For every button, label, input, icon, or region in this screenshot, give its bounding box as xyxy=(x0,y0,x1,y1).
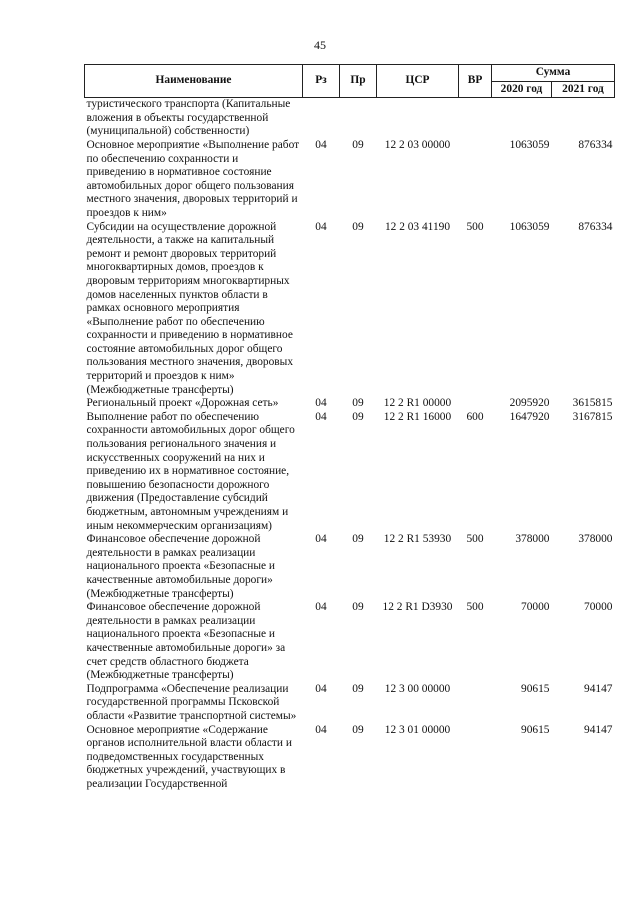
row-vr: 500 xyxy=(466,533,484,546)
row-rz: 04 xyxy=(315,138,327,151)
row-sum-2021: 3167815 xyxy=(572,410,613,423)
header-rz: Рз xyxy=(303,65,340,98)
header-year-2020: 2020 год xyxy=(492,81,552,98)
row-sum-2020: 2095920 xyxy=(509,397,550,410)
table-row xyxy=(85,683,615,724)
row-sum-2020: 378000 xyxy=(515,533,550,546)
header-name: Наименование xyxy=(85,65,303,98)
row-sum-2020: 1063059 xyxy=(509,138,550,151)
row-csr xyxy=(377,98,459,139)
row-vr xyxy=(459,397,492,411)
row-vr xyxy=(459,724,492,792)
table-row xyxy=(85,98,615,139)
row-name: Основное мероприятие «Содержание органов исполнительной власти области и подведомственных государственных бюджетных учреждений, участвующих в реализации Государственной xyxy=(86,723,292,790)
row-rz: 04 xyxy=(315,410,327,423)
row-name: Основное мероприятие «Выполнение работ по обеспечению сохранности и приведению в нормативное состояние автомобильных дорог общего пользования местного значения, дворовых территорий и проездов к ним» xyxy=(86,138,300,219)
header-sum: Сумма xyxy=(492,65,615,82)
row-rz: 04 xyxy=(315,397,327,410)
row-sum-2020: 1063059 xyxy=(509,220,550,233)
table-row xyxy=(85,397,615,411)
row-name: Финансовое обеспечение дорожной деятельности в рамках реализации национального проекта «Безопасные и качественные автомобильные дороги» за счет средств областного бюджета (Межбюджетные трансферты) xyxy=(86,601,286,682)
row-csr: 12 2 R1 16000 xyxy=(383,410,452,423)
row-name: Подпрограмма «Обеспечение реализации государственной программы Псковской области «Развитие транспортной системы» xyxy=(86,682,297,722)
row-pr: 09 xyxy=(352,410,364,423)
row-csr: 12 2 R1 00000 xyxy=(383,397,452,410)
row-pr: 09 xyxy=(352,682,364,695)
row-csr: 12 2 R1 53930 xyxy=(383,533,452,546)
row-rz: 04 xyxy=(315,533,327,546)
row-sum-2020: 90615 xyxy=(521,723,550,736)
header-csr: ЦСР xyxy=(377,65,459,98)
row-vr xyxy=(459,139,492,221)
row-sum-2020 xyxy=(492,98,552,139)
row-csr: 12 3 00 00000 xyxy=(384,682,451,695)
row-csr: 12 2 03 00000 xyxy=(384,138,451,151)
row-csr: 12 2 03 41190 xyxy=(384,220,451,233)
row-rz: 04 xyxy=(315,220,327,233)
table-row xyxy=(85,724,615,792)
row-pr: 09 xyxy=(352,138,364,151)
row-vr xyxy=(459,683,492,724)
row-name: Выполнение работ по обеспечению сохранности автомобильных дорог общего пользования регионального значения и искусственных сооружений на них и приведению их в нормативное состояние, повышению безопасности дорожного движения (Предоставление субсидий бюджетным, автономным учреждениям и иным некоммерческим организациям) xyxy=(86,410,295,532)
page-number: 45 xyxy=(314,38,326,52)
row-name: Субсидии на осуществление дорожной деятельности, а также на капитальный ремонт и ремонт дворовых территорий многоквартирных домов, проездов к дворовым территориям многоквартирных домов населенных пунктов области в рамках основного мероприятия «Выполнение работ по обеспечению сохранности и приведению в нормативное состояние автомобильных дорог общего пользования местного значения, дворовых территорий и проездов к ним» (Межбюджетные трансферты) xyxy=(86,220,294,396)
row-name: туристического транспорта (Капитальные вложения в объекты государственной (муниципальной) собственности) xyxy=(86,98,291,138)
row-sum-2021: 378000 xyxy=(578,533,613,546)
row-vr: 500 xyxy=(466,220,484,233)
row-rz xyxy=(303,98,340,139)
table-row xyxy=(85,601,615,683)
row-sum-2021: 94147 xyxy=(584,723,613,736)
table-row xyxy=(85,533,615,601)
row-sum-2021 xyxy=(552,98,615,139)
row-pr: 09 xyxy=(352,397,364,410)
row-sum-2021: 876334 xyxy=(578,220,613,233)
header-vr: ВР xyxy=(459,65,492,98)
row-vr: 600 xyxy=(466,410,484,423)
row-csr: 12 2 R1 D3930 xyxy=(382,601,453,614)
row-pr: 09 xyxy=(352,220,364,233)
row-name: Региональный проект «Дорожная сеть» xyxy=(86,397,279,410)
header-pr: Пр xyxy=(340,65,377,98)
budget-table xyxy=(84,64,615,791)
row-rz: 04 xyxy=(315,723,327,736)
row-sum-2021: 70000 xyxy=(584,601,613,614)
header-year-2021: 2021 год xyxy=(552,81,615,98)
row-sum-2021: 876334 xyxy=(578,138,613,151)
row-pr xyxy=(340,98,377,139)
table-row xyxy=(85,411,615,533)
table-row xyxy=(85,139,615,221)
row-sum-2021: 3615815 xyxy=(572,397,613,410)
row-vr xyxy=(459,98,492,139)
row-rz: 04 xyxy=(315,601,327,614)
row-vr: 500 xyxy=(466,601,484,614)
row-csr: 12 3 01 00000 xyxy=(384,723,451,736)
row-sum-2021: 94147 xyxy=(584,682,613,695)
row-sum-2020: 90615 xyxy=(521,682,550,695)
row-pr: 09 xyxy=(352,723,364,736)
row-name: Финансовое обеспечение дорожной деятельности в рамках реализации национального проекта «Безопасные и качественные автомобильные дороги» (Межбюджетные трансферты) xyxy=(86,533,275,600)
row-sum-2020: 70000 xyxy=(521,601,550,614)
table-row xyxy=(85,221,615,398)
row-rz: 04 xyxy=(315,682,327,695)
row-pr: 09 xyxy=(352,601,364,614)
row-sum-2020: 1647920 xyxy=(509,410,550,423)
row-pr: 09 xyxy=(352,533,364,546)
